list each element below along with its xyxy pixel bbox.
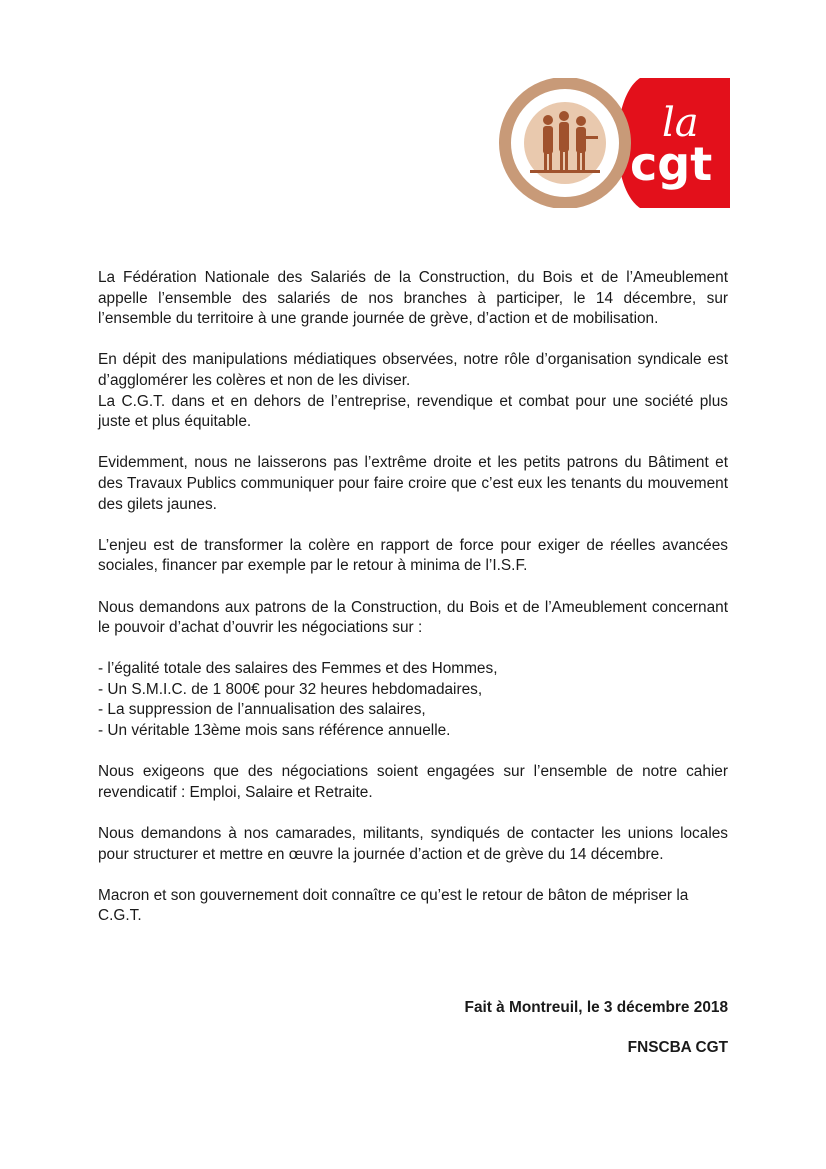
paragraph-macron: Macron et son gouvernement doit connaître ce qu’est le retour de bâton de mépriser la C.G.T. — [98, 886, 689, 925]
list-item: - Un S.M.I.C. de 1 800€ pour 32 heures hebdomadaires, — [98, 680, 483, 698]
paragraph-demandes: Nous demandons aux patrons de la Construction, du Bois et de l’Ameublement concernant le pouvoir d’achat d’ouvrir les négociations sur : — [98, 598, 728, 637]
paragraph-enjeu: L’enjeu est de transformer la colère en rapport de force pour exiger de réelles avancées sociales, financer par exemple par le retour à minima de l’I.S.F. — [98, 536, 728, 575]
paragraph-negociations: Nous exigeons que des négociations soient engagées sur l’ensemble de notre cahier revendicatif : Emploi, Salaire et Retraite. — [98, 763, 728, 801]
list-item: - La suppression de l’annualisation des salaires, — [98, 701, 426, 719]
paragraph-intro: La Fédération Nationale des Salariés de la Construction, du Bois et de l’Ameublement appelle l’ensemble des salariés de nos branches à participer, le 14 décembre, sur l’ensemble du territoire à une grande journée de grève, d’action et de mobilisation. — [98, 269, 728, 328]
place-date: Fait à Montreuil, le 3 décembre 2018 — [464, 999, 728, 1016]
demands-list — [98, 659, 728, 741]
list-item: - l’égalité totale des salaires des Femmes et des Hommes, — [98, 660, 498, 678]
letter-body — [98, 268, 728, 948]
cgt-logo — [490, 78, 730, 208]
svg-text:la: la — [662, 100, 699, 146]
fns-seal-icon — [490, 78, 730, 208]
paragraph-manipulations: En dépit des manipulations médiatiques observées, notre rôle d’organisation syndicale est d’agglomérer les colères et non de les diviser. — [98, 351, 728, 389]
signature-organization: FNSCBA CGT — [627, 1039, 728, 1056]
svg-text:cgt: cgt — [630, 137, 713, 191]
paragraph-cgt: La C.G.T. dans et en dehors de l’entreprise, revendique et combat pour une société plus juste et plus équitable. — [98, 392, 728, 431]
paragraph-camarades: Nous demandons à nos camarades, militants, syndiqués de contacter les unions locales pour structurer et mettre en œuvre la journée d’action et de grève du 14 décembre. — [98, 825, 728, 863]
list-item: - Un véritable 13ème mois sans référence annuelle. — [98, 722, 451, 740]
paragraph-extreme-right: Evidemment, nous ne laisserons pas l’extrême droite et les petits patrons du Bâtiment et des Travaux Publics communiquer pour faire croire que c’est eux les tenants du mouvement des gilets jaunes. — [98, 454, 728, 513]
